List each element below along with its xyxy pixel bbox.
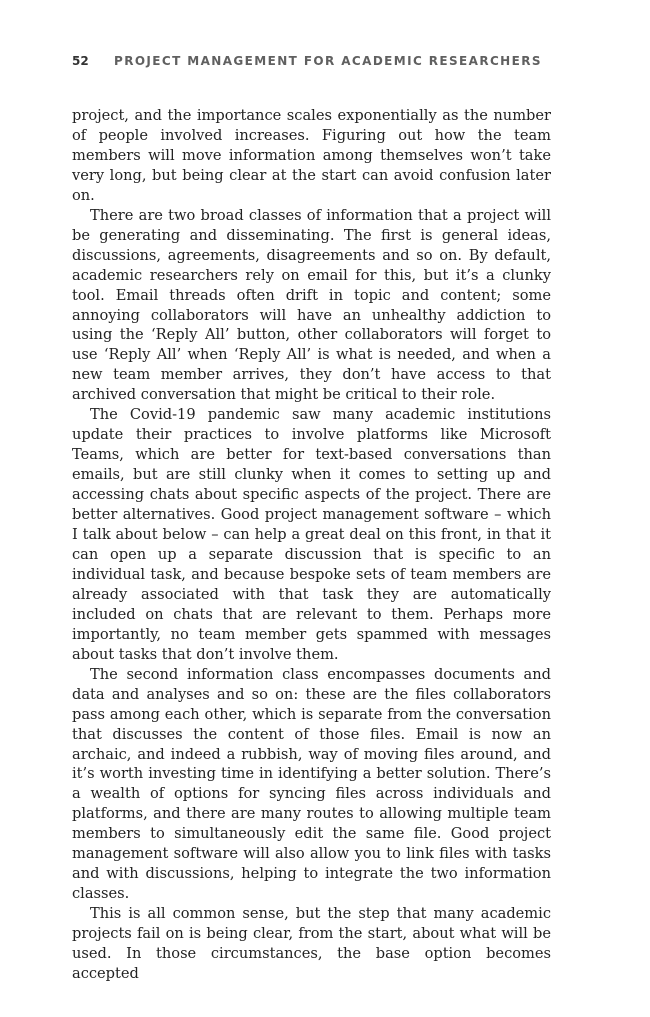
paragraph-second-information-class: The second information class encompasses documents and data and analyses and so on: these are the files collaborators pass among each other, which is separate from the conversation that discusses the content of those files. Email is now an archaic, and indeed a rubbish, way of moving files around, and it’s worth investing time in identifying a better solution. There’s a wealth of options for syncing files across individuals and platforms, and there are many routes to allowing multiple team members to simultaneously edit the same file. Good project management software will also allow you to link files with tasks and with discussions, helping to integrate the two information classes.	[72, 665, 551, 903]
running-head	[72, 54, 551, 68]
paragraph-continuation: project, and the importance scales exponentially as the number of people involved increases. Figuring out how the team members will move information among themselves won’t take very long, but being clear at the start can avoid confusion later on.	[72, 107, 551, 204]
paragraph-covid-platforms: The Covid-19 pandemic saw many academic institutions update their practices to involve platforms like Microsoft Teams, which are better for text-based conversations than emails, but are still clunky when it comes to setting up and accessing chats about specific aspects of the project. There are better alternatives. Good project management software – which I talk about below – can help a great deal on this front, in that it can open up a separate discussion that is specific to an individual task, and because bespoke sets of team members are already associated with that task they are automatically included on chats that are relevant to them. Perhaps more importantly, no team member gets spammed with messages about tasks that don’t involve them.	[72, 406, 551, 663]
body-text	[72, 106, 551, 984]
page-number: 52	[72, 54, 89, 68]
paragraph-information-classes: There are two broad classes of information that a project will be generating and disseminating. The first is general ideas, discussions, agreements, disagreements and so on. By default, academic researchers rely on email for this, but it’s a clunky tool. Email threads often drift in topic and content; some annoying collaborators will have an unhealthy addiction to using the ‘Reply All’ button, other collaborators will forget to use ‘Reply All’ when ‘Reply All’ is what is needed, and when a new team member arrives, they don’t have access to that archived conversation that might be critical to their role.	[72, 206, 551, 404]
paragraph-common-sense: This is all common sense, but the step that many academic projects fail on is being clear, from the start, about what will be used. In those circumstances, the base option becomes accepted	[72, 905, 551, 982]
running-head-title: PROJECT MANAGEMENT FOR ACADEMIC RESEARCHERS	[114, 54, 542, 68]
